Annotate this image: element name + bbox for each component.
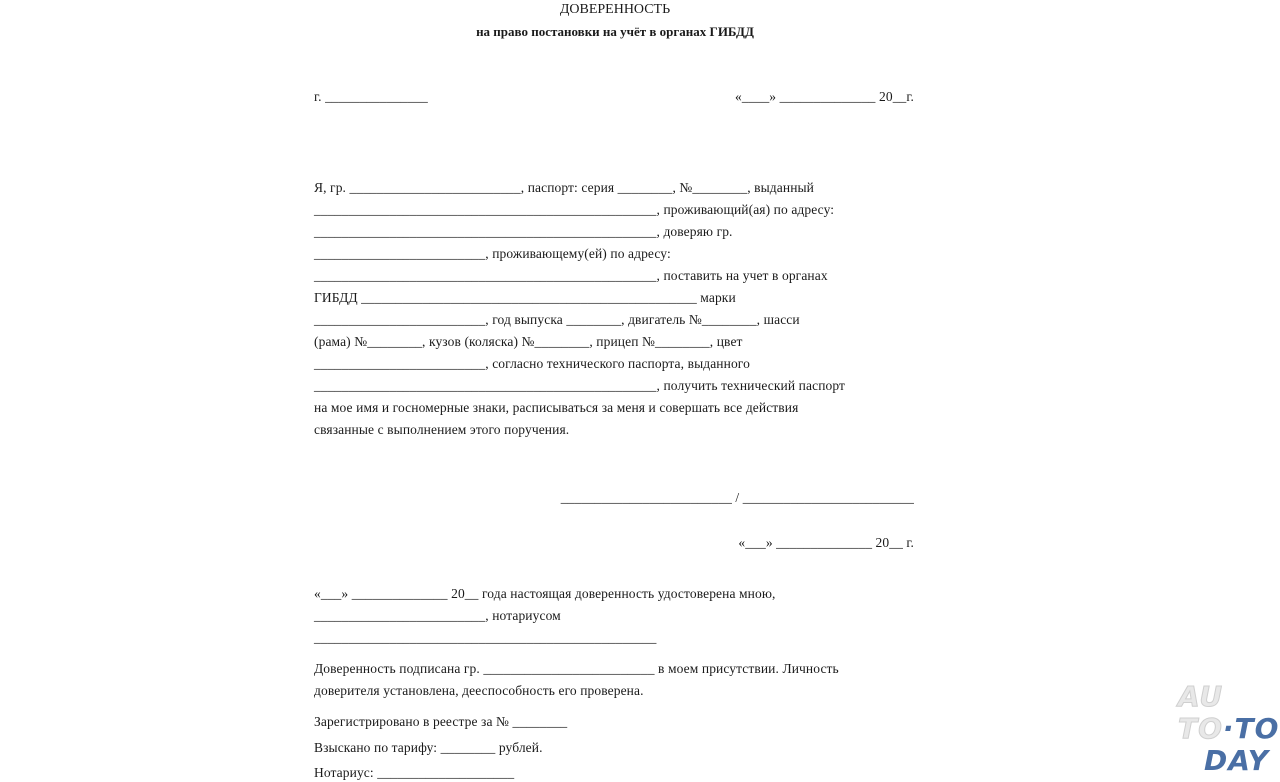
date-field: «____» ______________ 20__г. bbox=[735, 89, 914, 104]
body-line: _________________________, согласно технического паспорта, выданного bbox=[314, 356, 750, 371]
signature-date: «___» ______________ 20__ г. bbox=[738, 535, 914, 550]
notary-line: «___» ______________ 20__ года настоящая доверенность удостоверена мною, bbox=[314, 586, 776, 601]
body-line: __________________________________________________, доверяю гр. bbox=[314, 224, 733, 239]
notary-signature-line: Нотариус: ____________________ bbox=[314, 765, 515, 780]
watermark-to-b: ·TO bbox=[1222, 712, 1280, 745]
body-line: (рама) №________, кузов (коляска) №________, прицеп №________, цвет bbox=[314, 334, 743, 349]
body-line: _________________________, проживающему(ей) по адресу: bbox=[314, 246, 671, 261]
notary-line: _________________________, нотариусом bbox=[314, 608, 561, 623]
autotoday-watermark bbox=[1160, 680, 1278, 780]
body-line: связанные с выполнением этого поручения. bbox=[314, 422, 570, 437]
tariff-line: Взыскано по тарифу: ________ рублей. bbox=[314, 740, 543, 755]
watermark-line-3: DAY bbox=[1204, 744, 1269, 777]
watermark-line-1: AU bbox=[1178, 680, 1224, 713]
document-title: ДОВЕРЕННОСТЬ bbox=[559, 2, 671, 17]
body-line: Я, гр. _________________________, паспорт: серия ________, №________, выданный bbox=[314, 180, 815, 195]
body-line: на мое имя и госномерные знаки, расписываться за меня и совершать все действия bbox=[314, 400, 799, 415]
notary-line: __________________________________________________ bbox=[314, 630, 657, 645]
city-field: г. _______________ bbox=[314, 89, 428, 104]
registry-line: Зарегистрировано в реестре за № ________ bbox=[314, 714, 568, 729]
body-line: __________________________________________________, получить технический паспорт bbox=[314, 378, 846, 393]
document-subtitle: на право постановки на учёт в органах ГИБДД bbox=[476, 24, 754, 39]
body-line: __________________________________________________, поставить на учет в органах bbox=[314, 268, 828, 283]
watermark-line-2 bbox=[1178, 712, 1279, 745]
body-line: ГИБДД _________________________________________________ марки bbox=[314, 290, 736, 305]
body-line: _________________________, год выпуска ________, двигатель №________, шасси bbox=[314, 312, 800, 327]
body-line: __________________________________________________, проживающий(ая) по адресу: bbox=[314, 202, 835, 217]
signature-line: _________________________ / _________________________ bbox=[560, 490, 914, 505]
notary-line: доверителя установлена, дееспособность его проверена. bbox=[314, 683, 644, 698]
notary-line: Доверенность подписана гр. _________________________ в моем присутствии. Личность bbox=[314, 661, 839, 676]
watermark-to-a: TO bbox=[1178, 712, 1223, 745]
